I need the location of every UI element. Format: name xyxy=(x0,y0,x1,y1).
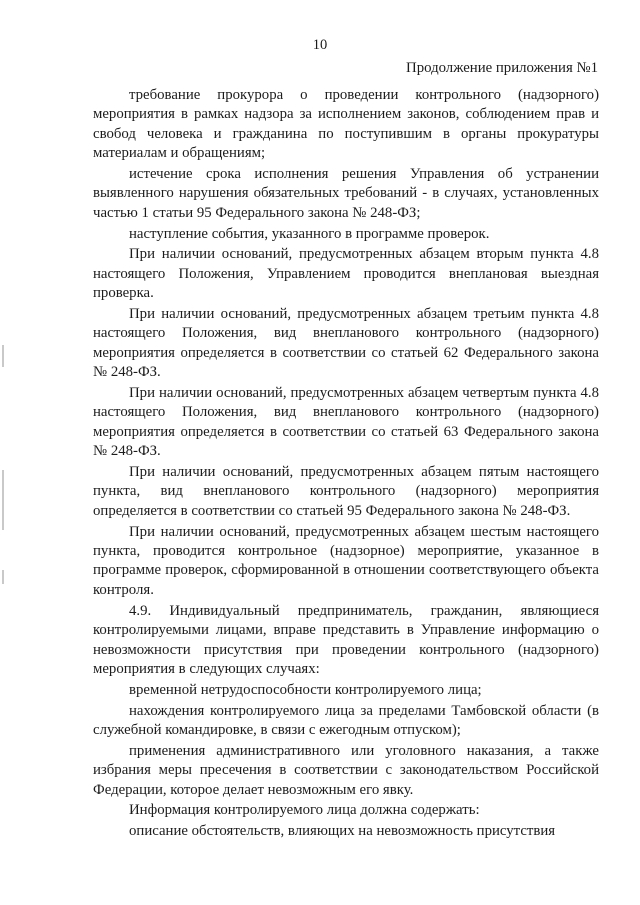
left-margin-mark-1 xyxy=(2,345,4,367)
paragraph-case-disability: временной нетрудоспособности контролируемого лица; xyxy=(129,681,482,698)
paragraph-third-clause: При наличии оснований, предусмотренных абзацем третьим пункта 4.8 настоящего Положения, вид внепланового контрольного (надзорного) мероприятия определяется в соответствии со статьей 62 Федерального закона № 248-ФЗ. xyxy=(93,306,599,381)
document-body xyxy=(93,86,599,843)
paragraph-deadline-expiry: истечение срока исполнения решения Управления об устранении выявленного нарушения обязательных требований - в случаях, установленных частью 1 статьи 95 Федерального закона № 248-ФЗ; xyxy=(93,166,599,221)
paragraph-case-absence: нахождения контролируемого лица за пределами Тамбовской области (в служебной командировке, в связи с ежегодным отпуском); xyxy=(93,702,599,738)
paragraph-section-4-9: 4.9. Индивидуальный предприниматель, гражданин, являющиеся контролируемыми лицами, вправе представить в Управление информацию о невозможности присутствия при проведении контрольного (надзорного) мероприятия в следующих случаях: xyxy=(93,602,599,677)
paragraph-circumstances: описание обстоятельств, влияющих на невозможность присутствия xyxy=(129,823,556,840)
paragraph-second-clause: При наличии оснований, предусмотренных абзацем вторым пункта 4.8 настоящего Положения, Управлением проводится внеплановая выездная проверка. xyxy=(93,246,599,302)
appendix-continuation-note: Продолжение приложения №1 xyxy=(406,60,598,76)
paragraph-event-occurrence: наступление события, указанного в программе проверок. xyxy=(129,225,490,242)
page-number: 10 xyxy=(312,37,328,53)
paragraph-case-punishment: применения административного или уголовного наказания, а также избрания меры пресечения в соответствии с законодательством Российской Федерации, которое делает невозможным его явку. xyxy=(93,742,599,798)
left-margin-mark-3 xyxy=(2,570,4,584)
left-margin-mark-2 xyxy=(2,470,4,530)
paragraph-info-requirements: Информация контролируемого лица должна содержать: xyxy=(129,802,480,819)
paragraph-prosecutor-demand: требование прокурора о проведении контрольного (надзорного) мероприятия в рамках надзора за исполнением законов, соблюдением прав и свобод человека и гражданина по поступившим в органы прокуратуры материалам и обращениям; xyxy=(93,87,599,162)
paragraph-fourth-clause: При наличии оснований, предусмотренных абзацем четвертым пункта 4.8 настоящего Положения, вид внепланового контрольного (надзорного) мероприятия определяется в соответствии со статьей 63 Федерального закона № 248-ФЗ. xyxy=(93,385,599,460)
paragraph-sixth-clause: При наличии оснований, предусмотренных абзацем шестым настоящего пункта, проводится контрольное (надзорное) мероприятие, указанное в программе проверок, сформированной в отношении соответствующего объекта контроля. xyxy=(93,523,599,598)
paragraph-fifth-clause: При наличии оснований, предусмотренных абзацем пятым настоящего пункта, вид внепланового контрольного (надзорного) мероприятия определяется в соответствии со статьей 95 Федерального закона № 248-ФЗ. xyxy=(93,464,599,519)
